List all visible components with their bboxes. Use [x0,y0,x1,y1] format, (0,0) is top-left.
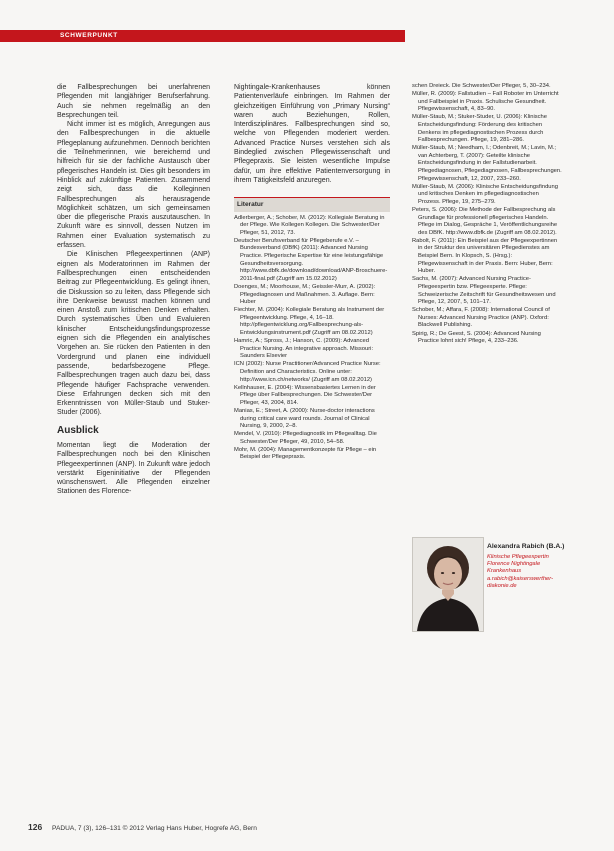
text-column-1 [57,83,210,497]
reference-list [234,215,390,463]
reference-item: Müller-Staub, M.; Stuker-Studer, U. (2006): Klinische Entscheidungsfindung: Förderung des kritischen Denkens im pflegediagnostischen Prozess durch Fallbesprechungen. Pflege, 19, 281–286. [412,114,547,144]
reference-item: ICN (2002): Nurse Practitioner/Advanced Practice Nurse: Definition and Characteristics. Online unter: http://www.icn.ch/networks/ (Zugriff am 08.02.2012) [234,361,381,383]
body-paragraph: die Fallbesprechungen bei unerfahrenen Pflegenden mit langjähriger Berufserfahrung. Auch sie nehmen regelmäßig an den Besprechungen teil. [57,84,210,119]
text-column-2 [234,83,390,463]
reference-item: Deutscher Berufsverband für Pflegeberufe e.V. – Bundesverband (DBfK) (2011): Advanced Nursing Practice. Pflegerische Expertise für eine leistungsfähige Gesundheitsversorgung. http://www.dbfk.de/download/download/ANP-Broschuere-2011-final.pdf (Zugriff am 15.02.2012) [234,237,388,282]
author-affiliation: Klinische Pflegeexpertin Florence Nightingale Krankenhaus a.rabich@kaiserswerther-diakonie.de [487,553,554,590]
reference-item: Schober, M.; Affara, F. (2008): International Council of Nurses: Advanced Nursing Practice (ANP). Oxford: Blackwell Publishing. [412,307,550,329]
reference-item: Sachs, M. (2007): Advanced Nursing Practice-Pflegeexpertin bzw. Pflegeexperte. Pflege: Schweizerische Zeitschrift für Gesundheitswesen und Pflege, 12, 2007, 5, 101–17. [412,276,556,306]
body-paragraph: Nightingale-Krankenhauses können Patientenverläufe einbringen. Im Rahmen der gleichzeitigen Einführung von „Primary Nursing“ waren auch Beziehungen, Rollen, Interdisziplinäres. Fallbesprechungen sind so, welche von Pflegenden moderiert werden. Advanced Practice Nurses verstehen sich als Bindeglied zwischen Pflegewissenschaft und Pflegepraxis. Sie leisten wesentliche Impulse dafür, um ihre effektive Patientenversorgung in ihrem Tätigkeitsfeld anzuregen. [234,84,390,184]
author-name: Alexandra Rabich (B.A.) [487,543,565,550]
reference-item: Hamric, A.; Spross, J.; Hanson, C. (2009): Advanced Practice Nursing. An integrative approach. Missouri: Saunders Elsevier [234,338,374,360]
journal-citation: PADUA, 7 (3), 126–131 © 2012 Verlag Hans Huber, Hogrefe AG, Bern [52,825,257,832]
body-paragraph: Die Klinischen Pflegeexpertinnen (ANP) eignen als Moderatorinnen im Rahmen der Fallbesprechungen einen entscheidenden Beitrag zur Pflegeentwicklung. Es gelingt ihnen, die Diskussion so zu leiten, dass Pflegende sich ihre Denkweise bewusst machen können und einen Anstoß zum kritischen Denken erhalten. Durch systematisches Üben und Evaluieren klinischer Entscheidungsfindungsprozesse eignen sich die Pflegenden ein analytisches Vorgehen an. Sie rücken den Patienten in den Vordergrund und planen eine individuell passende, bedarfsbezogene Pflege. Fallbesprechungen tragen auch dazu bei, dass Pflegende häufiger Fachsprache verwenden. Diese Erfahrungen decken sich mit den Erkenntnissen von Müller-Staub und Stuker-Studer (2006). [57,251,210,417]
section-header-bar [0,30,405,42]
reference-item: Spirig, R.; De Geest, S. (2004): Advanced Nursing Practice lohnt sich! Pflege, 4, 233–236. [412,330,541,345]
reference-item: Müller-Staub, M. (2006): Klinische Entscheidungsfindung und kritisches Denken im pflegediagnostischen Prozess. Pflege, 19, 275–279. [412,183,558,205]
section-label: SCHWERPUNKT [60,32,118,39]
reference-list-continued [412,83,562,346]
literature-heading: Literatur [234,197,390,211]
reference-item: Doenges, M.; Moorhouse, M.; Geissler-Murr, A. (2002): Pflegediagnosen und Maßnahmen. 3. Auflage. Bern: Huber [234,283,376,306]
reference-item: Rabolt, F. (2011): Ein Beispiel aus der Pflegeexpertinnen in der Struktur des universitären Pflegedienstes am Beispiel Bern. In Klopsch, S. (Hrsg.): Pflegewissenschaft in der Praxis. Bern: Huber, Bern: Huber. [412,237,558,275]
text-column-3 [412,83,562,346]
reference-item: Kellnhauser, E. (2004): Wissensbasiertes Lernen in der Pflege über Fallbesprechungen. Die Schwester/Der Pfleger, 43, 2004, 814. [234,384,376,406]
reference-item: Müller-Staub, M.; Needham, I.; Odenbreit, M.; Lavin, M.; van Achterberg, T. (2007): Geteilte klinische Entscheidungsfindung in der Fallstudienarbeit. Pflegediagnosen, Pflegediagnosen, Fallbesprechungen. Pflegewissenschaft, 12, 2007, 233–260. [412,145,562,182]
author-photo [412,537,484,632]
reference-item: schen Dreieck. Die Schwester/Der Pfleger, 5, 30–234. [412,83,551,89]
reference-item: Mohr, M. (2004): Managementkonzepte für Pflege – ein Beispiel der Pflegepraxis. [234,446,377,461]
author-portrait-icon [413,538,483,631]
page-number: 126 [28,822,43,832]
outlook-heading: Ausblick [57,424,99,436]
reference-item: Mendel, V. (2010): Pflegediagnostik im Pflegealltag. Die Schwester/Der Pfleger, 49, 2010, 54–58. [234,431,377,445]
reference-item: Peters, S. (2006): Die Methode der Fallbesprechung als Grundlage für professionell pflegerisches Handeln. Pflege im Dialog, Gespräche 1, Veröffentlichungsreihe des DBfK. http://www.dbfk.de (Zugriff am 08.02.2012). [412,207,558,236]
page-footer [28,822,257,832]
reference-item: Manias, E.; Street, A. (2000): Nurse-doctor interactions during critical care ward rounds. Journal of Clinical Nursing, 9, 2000, 2–8. [234,407,375,430]
body-paragraph: Nicht immer ist es möglich, Anregungen aus den Fallbesprechungen in die aktuelle Pflegeplanung aufzunehmen. Dennoch berichten die Teilnehmerinnen, wie bereichernd und hilfreich für sie der fachliche Austausch über pflegerisches Handeln ist. Dies gilt besonders im Hinblick auf zukünftige Patienten. Zusammend zeigt sich, dass die Kolleginnen Fallbesprechungen als herausragende Möglichkeit schätzen, um sich gemeinsamen über die pflegerische Praxis auszutauschen. In Zukunft wäre es sinnvoll, dessen Nutzen im Rahmen einer Evaluation systematisch zu erfassen. [57,121,210,250]
reference-item: Fiechter, M. (2004): Kollegiale Beratung als Instrument der Pflegeentwicklung. Pflege, 4, 16–18. http://pflegentwicklung.org/Fallbesprechung-als-Entwicklungsinstrument.pdf (Zugriff am 08.02.2012) [234,307,385,336]
author-info [487,543,565,591]
reference-item: Adlerberger, A.; Schober, M. (2012): Kollegiale Beratung in der Pflege. Wie Kollegen Kollegen. Die Schwester/Der Pfleger, 51, 2012, 73. [234,214,385,236]
reference-item: Müller, R. (2009): Fallstudien – Fall Roboter im Unterricht und Fallbeispiel in Praxis. Schulische Gesundheit. Pflegewissenschaft, 4, 83–90. [412,91,559,113]
body-paragraph: Momentan liegt die Moderation der Fallbesprechungen noch bei den Klinischen Pflegeexpertinnen (ANP). In Zukunft wäre jedoch verstärkt Eigeninitiative der Pflegenden wünschenswert. Alle Pflegenden einzelner Stationen des Florence- [57,441,210,496]
